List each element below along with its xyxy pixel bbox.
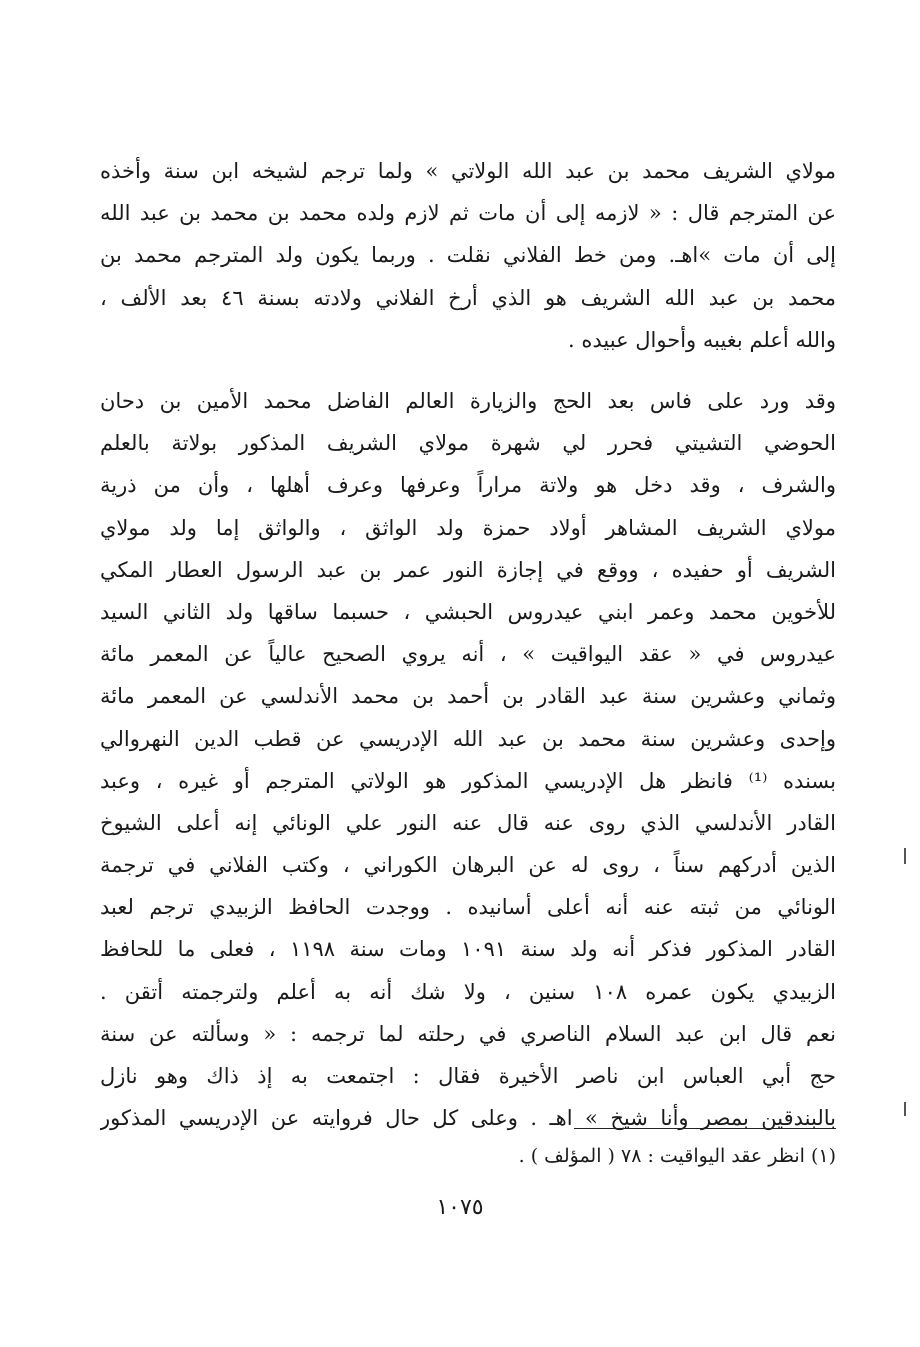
text-line: مولاي الشريف المشاهر أولاد حمزة ولد الواثق ، والواثق إما ولد مولاي <box>100 515 836 540</box>
footnote: (١) انظر عقد اليواقيت : ٧٨ ( المؤلف ) . <box>518 1145 836 1167</box>
text-line: حج أبي العباس ابن ناصر الأخيرة فقال : اجتمعت به إذ ذاك وهو نازل <box>100 1064 836 1088</box>
page-number: ١٠٧٥ <box>436 1195 484 1220</box>
text-line: وقد ورد على فاس بعد الحج والزيارة العالم الفاضل محمد الأمين بن دحان <box>100 389 836 413</box>
text-line: وإحدى وعشرين سنة محمد بن عبد الله الإدريسي عن قطب الدين النهروالي <box>100 726 836 751</box>
text-line: بسنده ⁽¹⁾ فانظر هل الإدريسي المذكور هو الولاتي المترجم أو غيره ، وعبد <box>100 768 836 793</box>
margin-mark <box>904 848 906 864</box>
text-line: مولاي الشريف محمد بن عبد الله الولاتي » ولما ترجم لشيخه ابن سنة وأخذه <box>100 159 836 183</box>
margin-mark <box>904 1102 906 1116</box>
text-line: إلى أن مات »اهـ. ومن خط الفلاني نقلت . وربما يكون ولد المترجم محمد بن <box>100 243 836 268</box>
text-line: نعم قال ابن عبد السلام الناصري في رحلته لما ترجمه : « وسألته عن سنة <box>100 1021 836 1046</box>
paragraph-1 <box>100 150 836 361</box>
paragraph-2 <box>100 380 836 1139</box>
text-line: بالبندقين بمصر وأنا شيخ » اهـ . وعلى كل حال فروايته عن الإدريسي المذكور <box>100 1106 836 1131</box>
text-line: الشريف أو حفيده ، ووقع في إجازة النور عمر بن عبد الرسول العطار المكي <box>100 557 836 582</box>
text-line: القادر المذكور فذكر أنه ولد سنة ١٠٩١ ومات سنة ١١٩٨ ، فعلى ما للحافظ <box>100 937 836 962</box>
text-line: الونائي من ثبته عنه أنه أعلى أسانيده . ووجدت الحافظ الزبيدي ترجم لعبد <box>100 895 836 920</box>
text-line: والشرف ، وقد دخل هو ولاتة مراراً وعرفها وعرف أهلها ، وأن من ذرية <box>100 473 836 498</box>
text-line: وثماني وعشرين سنة عبد القادر بن أحمد بن محمد الأندلسي عن المعمر مائة <box>100 684 836 709</box>
text-line: الذين أدركهم سناً ، روى له عن البرهان الكوراني ، وكتب الفلاني في ترجمة <box>100 853 836 878</box>
text-line: والله أعلم بغيبه وأحوال عبيده . <box>568 327 836 352</box>
text-line: محمد بن عبد الله الشريف هو الذي أرخ الفلاني ولادته بسنة ٤٦ بعد الألف ، <box>100 285 836 310</box>
text-line: عن المترجم قال : « لازمه إلى أن مات ثم لازم ولده محمد بن محمد بن عبد الله <box>100 201 836 226</box>
text-line: القادر الأندلسي الذي روى عنه قال عنه النور علي الونائي إنه أعلى الشيوخ <box>100 810 836 835</box>
text-line: الحوضي التشيتي فحرر لي شهرة مولاي الشريف المذكور بولاتة بالعلم <box>100 431 836 456</box>
footnote-separator <box>574 1128 836 1129</box>
text-line: عيدروس في « عقد اليواقيت » ، أنه يروي الصحيح عالياً عن المعمر مائة <box>100 642 836 667</box>
text-line: للأخوين محمد وعمر ابني عيدروس الحبشي ، حسبما ساقها ولد الثاني السيد <box>100 599 836 624</box>
text-line: الزبيدي يكون عمره ١٠٨ سنين ، ولا شك أنه به أعلم ولترجمته أتقن . <box>100 979 836 1004</box>
